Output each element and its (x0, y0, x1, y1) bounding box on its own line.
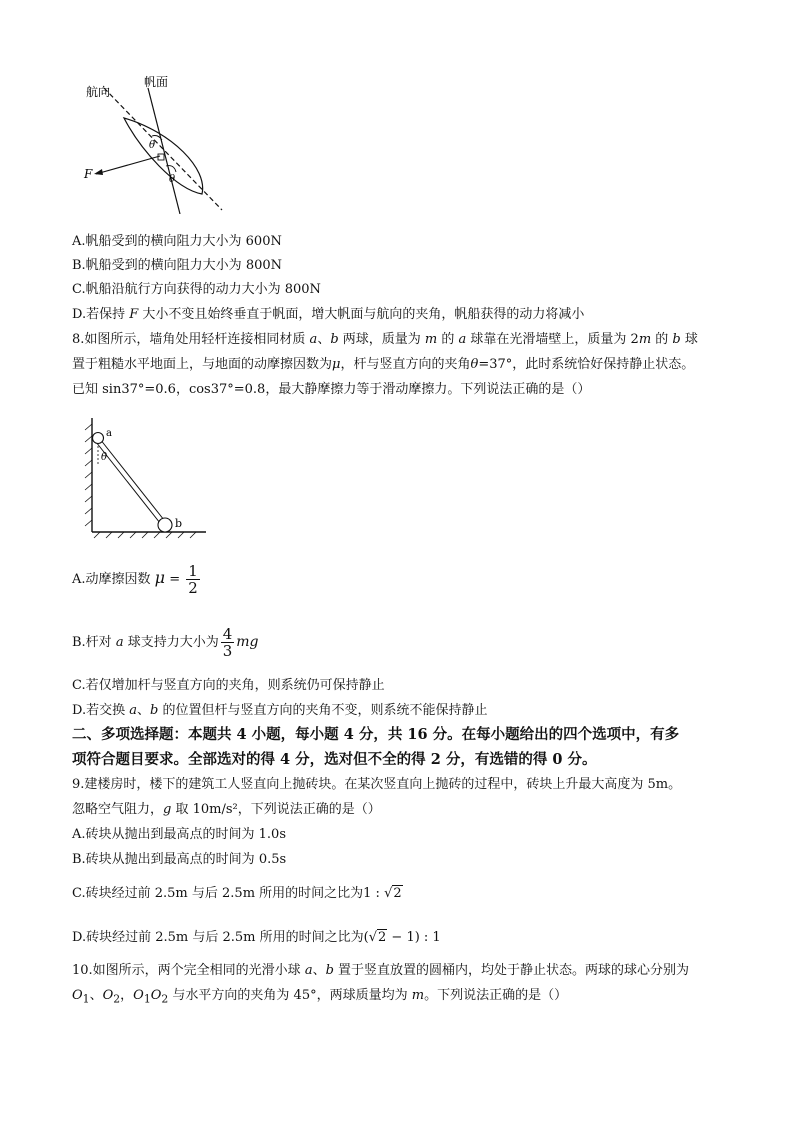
q8-stem-line-2: 置于粗糙水平地面上，与地面的动摩擦因数为μ，杆与竖直方向的夹角θ=37°，此时系统恰好保持静止状态。 (72, 357, 695, 372)
q7-option-c: C.帆船沿航行方向获得的动力大小为 800N (72, 282, 321, 297)
q9-option-c: C.砖块经过前 2.5m 与后 2.5m 所用的时间之比为1 : √2 (72, 886, 402, 901)
label-ball-a: a (106, 428, 112, 439)
q7-option-b: B.帆船受到的横向阻力大小为 800N (72, 258, 283, 273)
q8-stem-line-3: 已知 sin37°=0.6，cos37°=0.8，最大静摩擦力等于滑动摩擦力。下列说法正确的是（） (72, 382, 591, 397)
label-theta-1: θ (149, 140, 156, 151)
label-course: 航向 (86, 85, 111, 99)
q8-option-c: C.若仅增加杆与竖直方向的夹角，则系统仍可保持静止 (72, 678, 385, 693)
sail-figure (80, 74, 240, 214)
q10-stem-line-1: 10.如图所示，两个完全相同的光滑小球 a、b 置于竖直放置的圆桶内，均处于静止状态。两球的球心分别为 (72, 963, 690, 978)
force-arrowhead (94, 169, 103, 175)
boat-hull (124, 118, 203, 194)
q8-stem-line-1: 8.如图所示，墙角处用轻杆连接相同材质 a、b 两球，质量为 m 的 a 球靠在光滑墙壁上，质量为 2m 的 b 球 (72, 332, 698, 347)
label-sail: 帆面 (144, 75, 169, 89)
q10-stem-line-2: $O_1$、$O_2$，$O_1O_2$ 与水平方向的夹角为 45°，两球质量均为 m。下列说法正确的是（） (72, 988, 568, 1006)
q8-option-b: B.杆对 a 球支持力大小为 $\frac{4}{3}$ mg (72, 625, 259, 660)
q8-option-a: A.动摩擦因数 μ = $\frac{1}{2}$ (72, 562, 198, 597)
q9-option-d: D.砖块经过前 2.5m 与后 2.5m 所用的时间之比为(√2 − 1) : 1 (72, 930, 441, 945)
rod-edge-1 (100, 439, 164, 520)
right-angle-mark (158, 154, 164, 160)
section-2-heading-line-2: 项符合题目要求。全部选对的得 4 分，选对但不全的得 2 分，有选错的得 0 分。 (72, 751, 597, 768)
q9-option-b: B.砖块从抛出到最高点的时间为 0.5s (72, 852, 287, 867)
q9-stem-line-2: 忽略空气阻力，g 取 10m/s²，下列说法正确的是（） (72, 802, 381, 817)
sail-line (148, 88, 180, 214)
q8-option-d: D.若交换 a、b 的位置但杆与竖直方向的夹角不变，则系统不能保持静止 (72, 703, 488, 718)
wall-rod-figure (80, 414, 210, 540)
ball-a (93, 433, 104, 444)
ball-b (158, 518, 172, 532)
force-line (96, 156, 160, 174)
label-theta: θ (101, 452, 108, 463)
q9-option-a: A.砖块从抛出到最高点的时间为 1.0s (72, 827, 286, 842)
q7-option-d: D.若保持 F 大小不变且始终垂直于帆面，增大帆面与航向的夹角，帆船获得的动力将减小 (72, 307, 585, 322)
q9-stem-line-1: 9.建楼房时，楼下的建筑工人竖直向上抛砖块。在某次竖直向上抛砖的过程中，砖块上升最大高度为 5m。 (72, 777, 682, 792)
section-2-heading-line-1: 二、多项选择题：本题共 4 小题，每小题 4 分，共 16 分。在每小题给出的四个选项中，有多 (72, 726, 680, 743)
label-ball-b: b (175, 517, 183, 530)
q7-option-a: A.帆船受到的横向阻力大小为 600N (72, 234, 282, 249)
label-F: F (84, 167, 93, 181)
label-theta-2: θ (169, 174, 176, 185)
